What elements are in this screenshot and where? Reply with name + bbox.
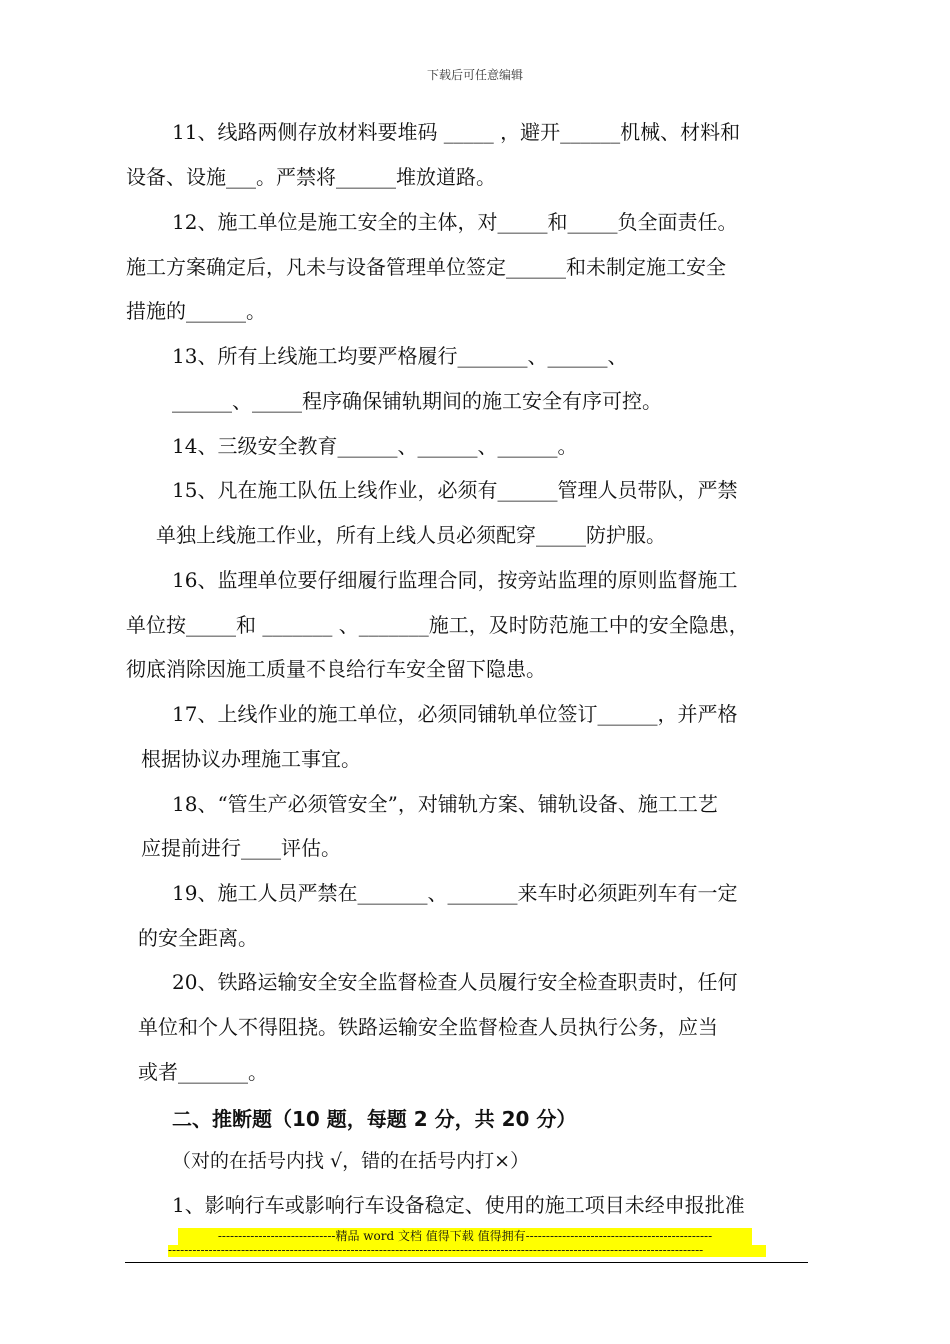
text-line-q11-a: 11、线路两侧存放材料要堆码 _____ ，避开______机械、材料和 — [172, 120, 741, 144]
page-header: 下载后可任意编辑 — [426, 68, 523, 82]
text-line-q14: 14、三级安全教育______、______、______。 — [172, 434, 578, 458]
text-line-q18-a: 18、“管生产必须管安全”，对铺轨方案、铺轨设备、施工工艺 — [172, 792, 718, 816]
footer-rule — [125, 1262, 808, 1263]
text-line-q15-a: 15、凡在施工队伍上线作业，必须有______管理人员带队，严禁 — [172, 478, 738, 502]
text-line-q20-c: 或者_______。 — [138, 1060, 268, 1084]
text-line-q16-c: 彻底消除因施工质量不良给行车安全留下隐患。 — [126, 657, 546, 681]
text-line-q17-a: 17、上线作业的施工单位，必须同铺轨单位签订______，并严格 — [172, 702, 738, 726]
text-line-q18-b: 应提前进行____评估。 — [141, 836, 341, 860]
text-line-q11-b: 设备、设施___。严禁将______堆放道路。 — [126, 165, 496, 189]
section-instruction: （对的在括号内找 √，错的在括号内打×） — [172, 1150, 530, 1172]
footer-dashes: ------------------------------------------------------------------------------------------------------------------------------------ — [168, 1245, 766, 1257]
text-line-q13-b: ______、_____程序确保铺轨期间的施工安全有序可控。 — [172, 389, 662, 413]
text-line-q20-a: 20、铁路运输安全安全监督检查人员履行安全检查职责时，任何 — [172, 970, 738, 994]
text-line-q13-a: 13、所有上线施工均要严格履行_______、______、 — [172, 344, 628, 368]
text-line-q19-a: 19、施工人员严禁在_______、_______来车时必须距列车有一定 — [172, 881, 738, 905]
text-line-q12-a: 12、施工单位是施工安全的主体，对_____和_____负全面责任。 — [172, 210, 738, 234]
text-line-q12-c: 措施的______。 — [126, 299, 266, 323]
text-line-tf1: 1、影响行车或影响行车设备稳定、使用的施工项目未经申报批准 — [172, 1193, 745, 1217]
section-heading: 二、推断题（10 题，每题 2 分，共 20 分） — [172, 1107, 577, 1131]
text-line-q15-b: 单独上线施工作业，所有上线人员必须配穿_____防护服。 — [156, 523, 666, 547]
text-line-q17-b: 根据协议办理施工事宜。 — [141, 747, 361, 771]
text-line-q16-a: 16、监理单位要仔细履行监理合同，按旁站监理的原则监督施工 — [172, 568, 738, 592]
text-line-q12-b: 施工方案确定后，凡未与设备管理单位签定______和未制定施工安全 — [126, 255, 726, 279]
text-line-q16-b: 单位按_____和 _______ 、_______施工，及时防范施工中的安全隐患， — [126, 613, 749, 637]
text-line-q20-b: 单位和个人不得阻挠。铁路运输安全监督检查人员执行公务，应当 — [138, 1015, 718, 1039]
text-line-q19-b: 的安全距离。 — [138, 926, 258, 950]
footer-banner: -----------------------------精品 word 文档 值得下载 值得拥有---------------------------------------------- — [178, 1228, 752, 1245]
